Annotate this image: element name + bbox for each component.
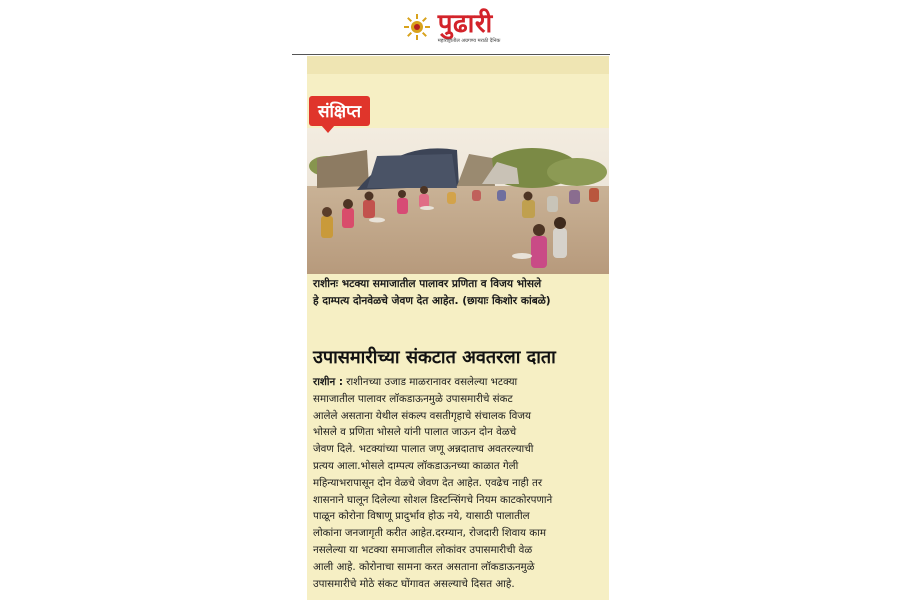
article-body: [313, 374, 605, 592]
newspaper-masthead: [292, 0, 610, 54]
dateline: राशीन :: [313, 376, 343, 388]
news-clipping: [307, 56, 609, 600]
article-headline: उपासमारीच्या संकटात अवतरला दाता: [313, 347, 556, 368]
photo-caption: [313, 276, 605, 310]
body-line: लोकांना जनजागृती करीत आहेत.दरम्यान, रोजदारी शिवाय काम: [313, 527, 546, 540]
brand-name: पुढारी: [437, 8, 493, 39]
body-line-text: राशीनच्या उजाड माळरानावर वसलेल्या भटक्या: [342, 376, 518, 388]
body-line: आली आहे. कोरोनाचा सामना करत असताना लॉकडाऊनमुळे: [313, 560, 535, 573]
section-badge: संक्षिप्त: [309, 96, 370, 126]
body-line: आलेले असताना येथील संकल्प वसतीगृहाचे संचालक विजय: [313, 409, 531, 422]
body-line: नसलेल्या या भटक्या समाजातील लोकांवर उपासमारीची वेळ: [313, 543, 533, 556]
brand-block: [438, 10, 501, 45]
body-line: भोसले व प्रणिता भोसले यांनी पालात जाऊन दोन वेळचे: [313, 426, 517, 439]
masthead-divider: [292, 54, 610, 55]
body-line: पाळून कोरोना विषाणू प्रादुर्भाव होऊ नये, यासाठी पालातील: [313, 510, 530, 523]
body-line: जेवण दिले. भटक्यांच्या पालात जणू अन्नदाताच अवतरल्याची: [313, 443, 534, 456]
body-line: उपासमारीचे मोठे संकट घोंगावत असल्याचे दिसत आहे.: [313, 577, 515, 590]
body-line: [313, 374, 605, 391]
body-line: शासनाने घालून दिलेल्या सोशल डिस्टन्सिंगचे नियम काटकोरपणाने: [313, 493, 553, 506]
body-line: समाजातील पालावर लॉकडाऊनमुळे उपासमारीचे संकट: [313, 392, 513, 405]
brand-tagline: महाराष्ट्रातील अग्रगण्य मराठी दैनिक: [437, 37, 501, 44]
clipping-top-band: [307, 56, 609, 74]
caption-line: हे दाम्पत्य दोनवेळचे जेवण देत आहेत. (छायाः किशोर कांबळे): [313, 295, 551, 307]
body-line: प्रत्यय आला.भोसले दाम्पत्य लॉकडाऊनच्या काळात गेली: [313, 459, 519, 472]
body-line: महिन्याभरापासून दोन वेळचे जेवण देत आहेत. एवढेच नाही तर: [313, 476, 543, 489]
sun-emblem-icon: [402, 12, 432, 42]
article-photo: [307, 128, 609, 274]
caption-line: राशीनः भटक्या समाजातील पालावर प्रणिता व विजय भोसले: [313, 278, 542, 290]
